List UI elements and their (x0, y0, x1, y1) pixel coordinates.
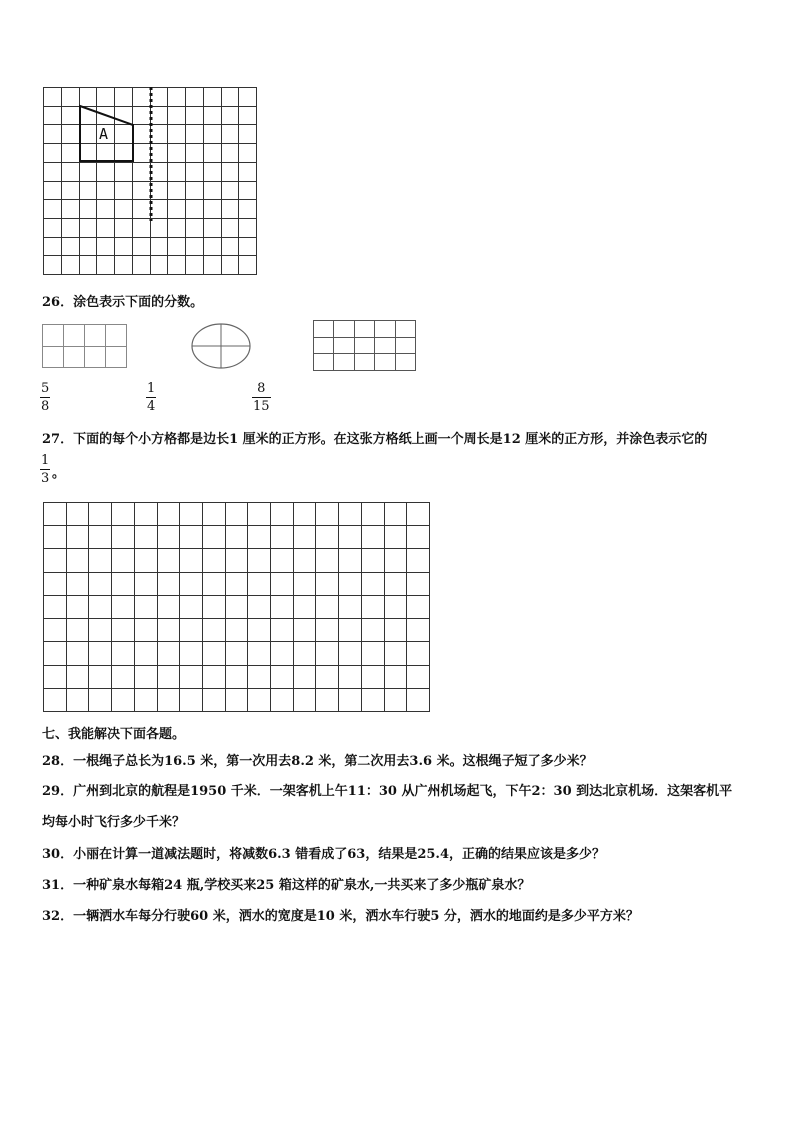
grid-cell (294, 573, 317, 596)
grid-cell (355, 338, 375, 355)
grid-cell (339, 549, 362, 572)
grid-cell (385, 619, 408, 642)
grid-cell (339, 619, 362, 642)
grid-cell (44, 549, 67, 572)
grid-cell (135, 596, 158, 619)
grid-cell (89, 549, 112, 572)
grid-cell (362, 549, 385, 572)
grid-cell (294, 549, 317, 572)
grid-cell (203, 619, 226, 642)
grid-cell (362, 526, 385, 549)
grid-cell (44, 689, 67, 712)
grid-cell (316, 596, 339, 619)
grid-cell (203, 503, 226, 526)
square-grid-paper (43, 502, 430, 712)
grid-cell (294, 619, 317, 642)
grid-cell (362, 503, 385, 526)
grid-cell (294, 596, 317, 619)
grid-cell (271, 689, 294, 712)
grid-cell (112, 503, 135, 526)
grid-cell (339, 596, 362, 619)
grid-cell (271, 503, 294, 526)
grid-cell (314, 321, 334, 338)
grid-cell (112, 689, 135, 712)
grid-cell (203, 573, 226, 596)
grid-cell (396, 321, 416, 338)
grid-cell (135, 689, 158, 712)
grid-cell (112, 573, 135, 596)
grid-cell (316, 526, 339, 549)
grid-cell (44, 526, 67, 549)
grid-cell (112, 666, 135, 689)
grid-cell (44, 596, 67, 619)
fraction-8-15: 8 15 (253, 381, 270, 414)
grid-cell (226, 549, 249, 572)
grid-cell (180, 689, 203, 712)
grid-cell (203, 642, 226, 665)
grid-cell (271, 526, 294, 549)
grid-cell (44, 642, 67, 665)
grid-cell (44, 619, 67, 642)
grid-cell (316, 619, 339, 642)
grid-cell (67, 549, 90, 572)
grid-cell (112, 596, 135, 619)
grid-cell (106, 325, 127, 347)
grid-cell (43, 325, 64, 347)
grid-cell (89, 642, 112, 665)
shape-a-label: A (99, 125, 109, 143)
grid-cell (180, 666, 203, 689)
grid-cell (226, 642, 249, 665)
grid-cell (334, 338, 354, 355)
grid-cell (203, 526, 226, 549)
grid-cell (180, 596, 203, 619)
grid-cell (362, 596, 385, 619)
grid-cell (407, 596, 430, 619)
grid-cell (316, 689, 339, 712)
grid-cell (339, 573, 362, 596)
grid-cell (396, 354, 416, 371)
grid-cell (112, 619, 135, 642)
grid-cell (158, 526, 181, 549)
grid-cell (158, 619, 181, 642)
grid-cell (67, 666, 90, 689)
grid-cell (158, 573, 181, 596)
grid-cell (294, 642, 317, 665)
grid-cell (44, 666, 67, 689)
grid-cell (158, 549, 181, 572)
grid-cell (67, 619, 90, 642)
grid-cell (64, 325, 85, 347)
grid-cell (407, 642, 430, 665)
grid-cell (339, 503, 362, 526)
grid-cell (135, 619, 158, 642)
grid-cell (226, 503, 249, 526)
question-31: 31．一种矿泉水每箱24 瓶,学校买来25 箱这样的矿泉水,一共买来了多少瓶矿泉水？ (42, 878, 531, 893)
grid-cell (385, 642, 408, 665)
grid-cell (89, 573, 112, 596)
shape-a-figure (43, 87, 257, 275)
grid-cell (67, 689, 90, 712)
fraction-1-4: 1 4 (147, 381, 156, 414)
grid-cell (67, 596, 90, 619)
grid-cell (385, 573, 408, 596)
grid-cell (407, 619, 430, 642)
grid-cell (89, 666, 112, 689)
grid-cell (135, 503, 158, 526)
grid-cell (362, 619, 385, 642)
grid-cell (334, 354, 354, 371)
grid-cell (248, 503, 271, 526)
grid-cell (64, 347, 85, 369)
grid-cell (271, 549, 294, 572)
grid-cell (362, 666, 385, 689)
grid-cell (112, 526, 135, 549)
grid-cell (226, 526, 249, 549)
grid-cell (89, 503, 112, 526)
grid-cell (203, 549, 226, 572)
grid-cell (112, 642, 135, 665)
grid-cell (355, 354, 375, 371)
question-29-line-1: 29．广州到北京的航程是1950 千米．一架客机上午11：30 从广州机场起飞，下午2：30 到达北京机场．这架客机平 (42, 784, 733, 799)
grid-cell (316, 642, 339, 665)
question-28: 28．一根绳子总长为16.5 米，第一次用去8.2 米，第二次用去3.6 米。这根绳子短了多少米？ (42, 754, 593, 769)
grid-cell (226, 573, 249, 596)
grid-cell (67, 503, 90, 526)
grid-cell (396, 338, 416, 355)
grid-cell (271, 666, 294, 689)
grid-cell (248, 596, 271, 619)
grid-cell (67, 573, 90, 596)
grid-cell (67, 642, 90, 665)
grid-cell (248, 549, 271, 572)
circle-4-parts (190, 321, 254, 371)
grid-cell (407, 666, 430, 689)
grid-cell (407, 689, 430, 712)
grid-cell (248, 642, 271, 665)
grid-cell (294, 689, 317, 712)
grid-cell (314, 354, 334, 371)
grid-cell (226, 596, 249, 619)
grid-cell (226, 666, 249, 689)
grid-cell (355, 321, 375, 338)
grid-cell (316, 573, 339, 596)
grid-cell (203, 666, 226, 689)
grid-cell (385, 549, 408, 572)
grid-cell (226, 689, 249, 712)
grid-cell (362, 689, 385, 712)
section-7-heading: 七、我能解决下面各题。 (42, 727, 186, 742)
grid-cell (248, 526, 271, 549)
grid-cell (180, 573, 203, 596)
grid-cell (89, 619, 112, 642)
grid-cell (226, 619, 249, 642)
grid-cell (248, 666, 271, 689)
grid-cell (407, 573, 430, 596)
grid-cell (362, 642, 385, 665)
question-29-line-2: 均每小时飞行多少千米？ (42, 815, 186, 830)
fraction-5-8: 5 8 (41, 381, 50, 414)
grid-cell (135, 549, 158, 572)
grid-cell (44, 503, 67, 526)
grid-cell (375, 354, 395, 371)
grid-cell (339, 642, 362, 665)
grid-cell (43, 347, 64, 369)
grid-cell (135, 573, 158, 596)
grid-cell (339, 526, 362, 549)
grid-cell (271, 642, 294, 665)
grid-cell (271, 619, 294, 642)
grid-cell (334, 321, 354, 338)
grid-cell (135, 526, 158, 549)
question-27-tail: 。 (52, 466, 66, 481)
grid-cell (407, 526, 430, 549)
grid-cell (385, 689, 408, 712)
grid-cell (158, 642, 181, 665)
grid-cell (375, 321, 395, 338)
grid-cell (362, 573, 385, 596)
grid-cell (203, 689, 226, 712)
grid-cell (294, 666, 317, 689)
grid-cell (407, 549, 430, 572)
fraction-1-3: 1 3 (41, 453, 50, 486)
grid-cell (158, 503, 181, 526)
grid-cell (85, 325, 106, 347)
grid-cell (339, 689, 362, 712)
grid-cell (294, 503, 317, 526)
grid-cell (180, 503, 203, 526)
grid-cell (158, 666, 181, 689)
grid-cell (135, 666, 158, 689)
grid-cell (89, 596, 112, 619)
grid-cell (339, 666, 362, 689)
grid-cell (248, 619, 271, 642)
grid-cell (180, 549, 203, 572)
grid-cell (385, 526, 408, 549)
grid-cell (158, 689, 181, 712)
grid-cell (106, 347, 127, 369)
grid-cell (385, 596, 408, 619)
question-30: 30．小丽在计算一道减法题时，将减数6.3 错看成了63，结果是25.4，正确的结果应该是多少？ (42, 847, 605, 862)
grid-cell (89, 689, 112, 712)
rectangle-8-parts (42, 324, 127, 368)
grid-cell (89, 526, 112, 549)
rectangle-15-parts (313, 320, 416, 371)
grid-cell (385, 503, 408, 526)
grid-cell (135, 642, 158, 665)
grid-cell (180, 619, 203, 642)
grid-cell (294, 526, 317, 549)
grid-cell (271, 596, 294, 619)
grid-cell (112, 549, 135, 572)
grid-cell (203, 596, 226, 619)
grid-cell (316, 666, 339, 689)
grid-cell (375, 338, 395, 355)
question-26: 26．涂色表示下面的分数。 (42, 295, 204, 310)
grid-cell (44, 573, 67, 596)
question-32: 32．一辆洒水车每分行驶60 米，洒水的宽度是10 米，洒水车行驶5 分，洒水的地面约是多少平方米？ (42, 909, 639, 924)
grid-cell (316, 549, 339, 572)
grid-cell (316, 503, 339, 526)
grid-cell (248, 573, 271, 596)
grid-cell (385, 666, 408, 689)
grid-cell (158, 596, 181, 619)
grid-cell (271, 573, 294, 596)
grid-cell (180, 642, 203, 665)
grid-cell (180, 526, 203, 549)
grid-cell (248, 689, 271, 712)
grid-cell (407, 503, 430, 526)
grid-cell (67, 526, 90, 549)
grid-cell (314, 338, 334, 355)
grid-cell (85, 347, 106, 369)
question-27: 27．下面的每个小方格都是边长1 厘米的正方形。在这张方格纸上画一个周长是12 厘米的正方形，并涂色表示它的 (42, 432, 708, 447)
